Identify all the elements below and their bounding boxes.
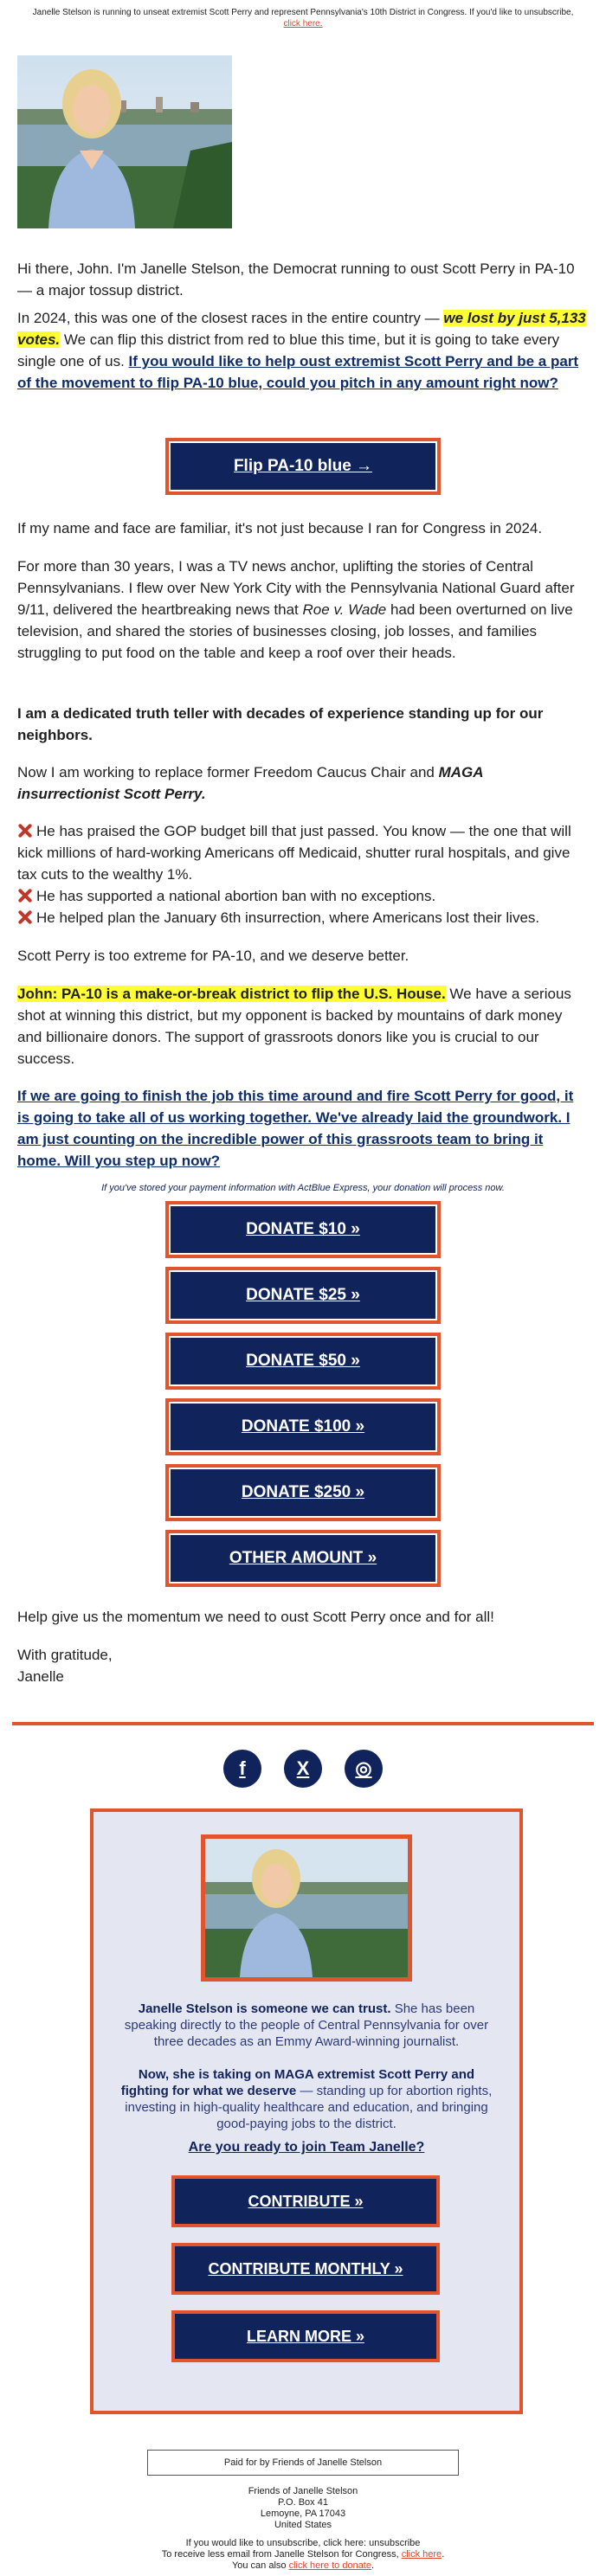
card-fight-bold: Now, she is taking on MAGA extremist Scott Perry and fighting for what we deserve xyxy=(120,2067,475,2098)
intro-text: Hi there, John. I'm Janelle Stelson, the Democrat running to oust Scott Perry in PA-10 — a major tossup district. xyxy=(17,260,575,299)
contribute-monthly-button[interactable]: CONTRIBUTE MONTHLY » xyxy=(171,2243,440,2295)
card-fight-paragraph xyxy=(119,2066,493,2132)
bio-card xyxy=(90,1808,523,2414)
instagram-icon[interactable]: ◎ xyxy=(345,1750,383,1788)
footer xyxy=(0,2486,606,2572)
social-links xyxy=(0,1750,606,1788)
unsubscribe-link[interactable]: click here. xyxy=(283,19,323,29)
unsubscribe-text[interactable]: If you would like to unsubscribe, click here: unsubscribe xyxy=(185,2538,421,2548)
less-email-link[interactable]: click here xyxy=(401,2549,442,2560)
bullet-text: He has praised the GOP budget bill that just passed. You know — the one that will kick millions of hard-working Americans off Medicaid, shutter rural hospitals, and give tax cuts to the wealthy 1%. xyxy=(17,823,571,883)
learn-more-button[interactable]: LEARN MORE » xyxy=(171,2310,440,2362)
bullet-item xyxy=(17,907,589,928)
donate-wrap xyxy=(0,1201,606,1258)
bullet-list xyxy=(17,820,589,928)
pitch-in-link[interactable]: If you would like to help oust extremist Scott Perry and be a part of the movement to flip PA-10 blue, could you pitch in any amount right now? xyxy=(17,353,579,391)
donate-10-button[interactable]: DONATE $10 » xyxy=(165,1201,441,1258)
flip-pa10-button[interactable]: Flip PA-10 blue → xyxy=(165,438,441,495)
card-question xyxy=(119,2139,493,2155)
donate-text: You can also xyxy=(231,2560,287,2571)
step-up-paragraph xyxy=(17,1085,589,1172)
donate-wrap xyxy=(0,1464,606,1521)
address-line: P.O. Box 41 xyxy=(278,2497,328,2508)
facebook-icon[interactable]: f xyxy=(223,1750,261,1788)
step-up-link[interactable]: If we are going to finish the job this time around and fire Scott Perry for good, it is going to take all of us working together. We've already laid the groundwork. I am just counting on the incredible power of this grassroots team to bring it home. Will you step up now? xyxy=(17,1088,574,1169)
preheader xyxy=(0,0,606,29)
x-mark-icon xyxy=(17,888,33,903)
join-team-link[interactable]: Are you ready to join Team Janelle? xyxy=(188,2140,425,2155)
anchor-paragraph xyxy=(17,556,589,664)
donate-250-button[interactable]: DONATE $250 » xyxy=(165,1464,441,1521)
x-mark-icon xyxy=(17,909,33,925)
paid-for-box xyxy=(147,2450,459,2476)
address-line: United States xyxy=(274,2520,332,2530)
card-trust-paragraph xyxy=(119,2001,493,2050)
race-text: In 2024, this was one of the closest races in the entire country — xyxy=(17,310,440,326)
x-icon[interactable]: X xyxy=(284,1750,322,1788)
donate-other-button[interactable]: OTHER AMOUNT » xyxy=(165,1530,441,1587)
donate-wrap xyxy=(0,1530,606,1587)
preheader-text: Janelle Stelson is running to unseat extremist Scott Perry and represent Pennsylvania's 10th District in Congress. If you'd like to unsubscribe, xyxy=(32,8,574,17)
actblue-note xyxy=(17,1182,589,1194)
make-or-break-paragraph xyxy=(17,983,589,1070)
race-paragraph xyxy=(17,307,589,394)
signoff-text: With gratitude, xyxy=(17,1647,113,1663)
donate-50-button[interactable]: DONATE $50 » xyxy=(165,1333,441,1390)
intro-paragraph xyxy=(17,258,589,301)
donate-wrap xyxy=(0,1398,606,1455)
too-extreme-paragraph xyxy=(17,945,589,967)
donate-wrap xyxy=(0,1267,606,1324)
actblue-note-text: If you've stored your payment information with ActBlue Express, your donation will process now. xyxy=(101,1183,505,1193)
candidate-photo xyxy=(17,55,232,228)
anchor-text-a: For more than 30 years, I was a TV news anchor, uplifting the stories of Central Pennsylvanians. I flew over New York City with the Pennsylvania National Guard after 9/11, delivered the heartbreaking news that xyxy=(17,558,575,618)
too-extreme-text: Scott Perry is too extreme for PA-10, and we deserve better. xyxy=(17,948,409,964)
contribute-button[interactable]: CONTRIBUTE » xyxy=(171,2175,440,2227)
roe-v-wade-text: Roe v. Wade xyxy=(302,601,387,618)
bullet-text: He helped plan the January 6th insurrection, where Americans lost their lives. xyxy=(36,909,540,926)
x-mark-icon xyxy=(17,823,33,838)
card-trust-text: She has been speaking directly to the people of Central Pennsylvania for over three decades as an Emmy Award-winning journalist. xyxy=(124,2001,489,2049)
card-fight-text: — standing up for abortion rights, investing in high-quality healthcare and education, and bringing good-paying jobs to the district. xyxy=(125,2084,493,2131)
less-email-line: To receive less email from Janelle Stelson for Congress, click here. xyxy=(161,2549,445,2560)
bullet-text: He has supported a national abortion ban with no exceptions. xyxy=(36,888,436,904)
address-line: Lemoyne, PA 17043 xyxy=(260,2509,346,2519)
closing-paragraph xyxy=(17,1606,589,1628)
familiar-paragraph xyxy=(17,517,589,539)
familiar-text: If my name and face are familiar, it's not just because I ran for Congress in 2024. xyxy=(17,520,543,536)
less-email-text: To receive less email from Janelle Stelson for Congress, xyxy=(161,2549,399,2560)
footer-donate-link[interactable]: click here to donate xyxy=(288,2560,371,2571)
closing-text: Help give us the momentum we need to oust Scott Perry once and for all! xyxy=(17,1609,494,1625)
signoff-name: Janelle xyxy=(17,1668,64,1685)
donate-25-button[interactable]: DONATE $25 » xyxy=(165,1267,441,1324)
replace-text: Now I am working to replace former Freedom Caucus Chair and xyxy=(17,764,435,781)
signoff xyxy=(17,1644,589,1687)
card-candidate-photo xyxy=(201,1834,412,1982)
paid-for-text: Paid for by Friends of Janelle Stelson xyxy=(223,2457,383,2468)
truth-teller-text: I am a dedicated truth teller with decades of experience standing up for our neighbors. xyxy=(17,705,544,743)
truth-teller-paragraph xyxy=(17,703,589,746)
footer-divider xyxy=(12,1722,594,1725)
bullet-item xyxy=(17,885,589,907)
bullet-item xyxy=(17,820,589,885)
maga-text: MAGA insurrectionist Scott Perry. xyxy=(17,764,483,802)
make-or-break-highlight: John: PA-10 is a make-or-break district to flip the U.S. House. xyxy=(17,986,446,1002)
donate-100-button[interactable]: DONATE $100 » xyxy=(165,1398,441,1455)
flip-cta-wrap xyxy=(0,438,606,495)
card-trust-bold: Janelle Stelson is someone we can trust. xyxy=(138,2001,391,2016)
anchor-text-b: had been overturned on live television, and shared the stories of businesses closing, job losses, and families struggling to put food on the table and keep a roof over their heads. xyxy=(17,601,573,661)
dark-money-text: We have a serious shot at winning this district, but my opponent is backed by mountains of dark money and billionaire donors. The support of grassroots donors like you is crucial to our success. xyxy=(17,986,571,1067)
vote-margin-highlight: we lost by just 5,133 votes. xyxy=(17,310,586,348)
address-line: Friends of Janelle Stelson xyxy=(248,2486,358,2496)
flip-text: We can flip this district from red to blue this time, but it is going to take every single one of us. xyxy=(17,331,560,369)
replace-paragraph xyxy=(17,761,589,805)
donate-line: You can also click here to donate. xyxy=(231,2560,375,2571)
donate-wrap xyxy=(0,1333,606,1390)
